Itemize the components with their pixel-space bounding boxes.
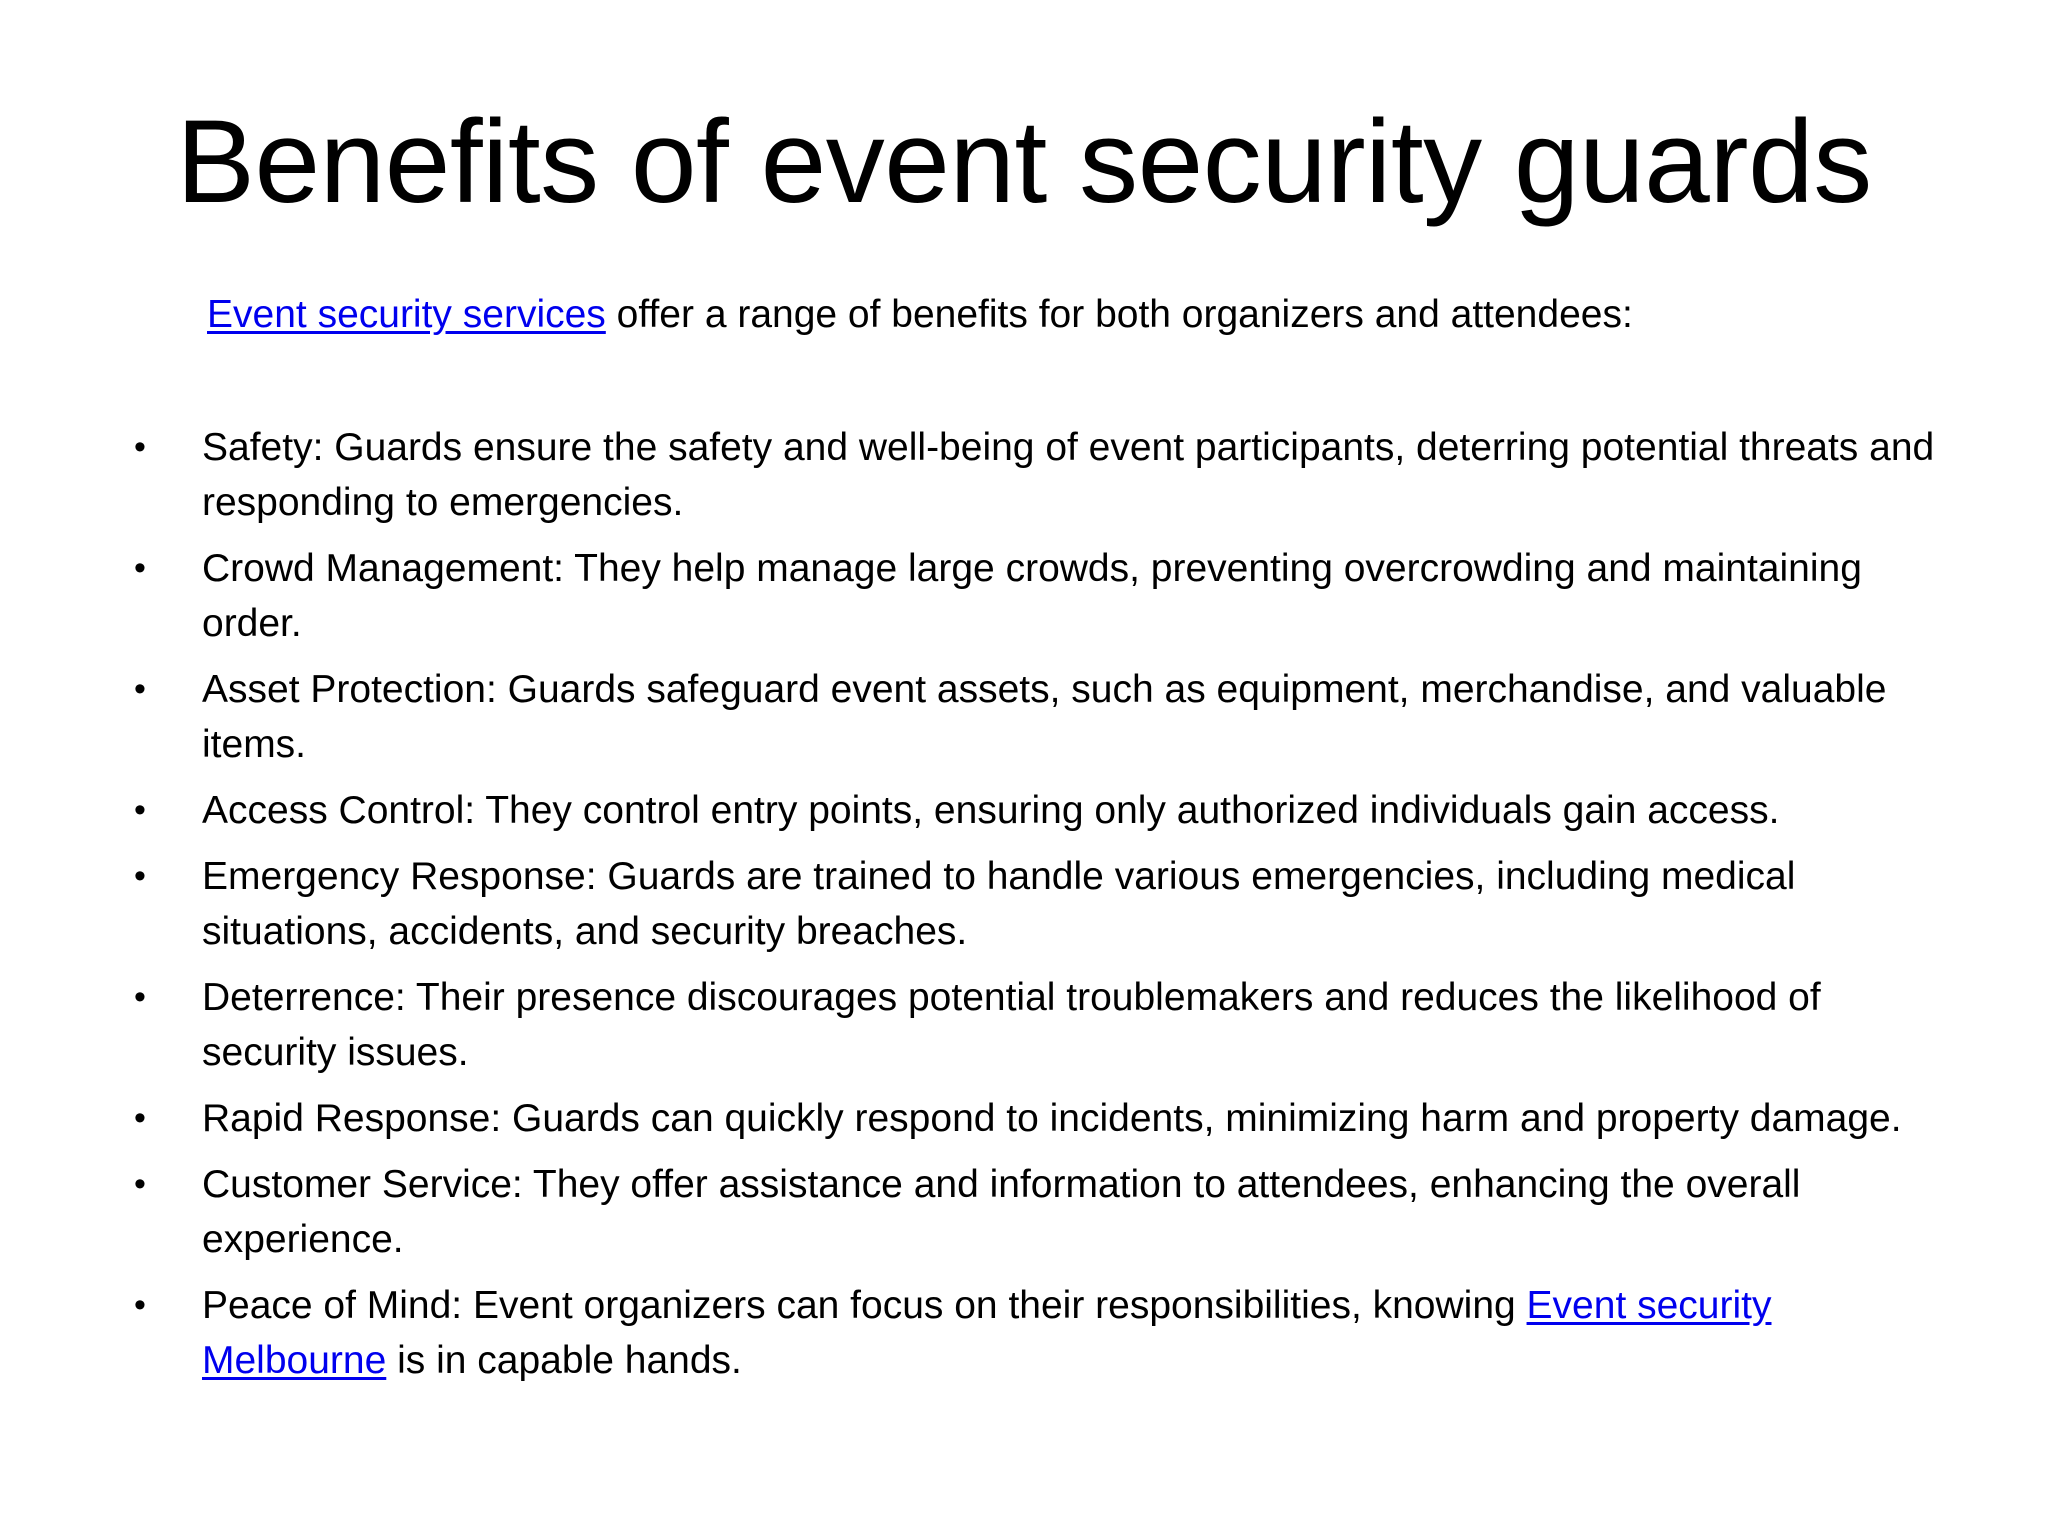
list-item-text: Crowd Management: They help manage large crowds, preventing overcrowding and maintaining order. — [202, 547, 1862, 645]
list-item — [120, 1278, 1950, 1388]
peace-of-mind-suffix: is in capable hands. — [386, 1339, 742, 1382]
list-item — [120, 1157, 1950, 1267]
bullet-icon: • — [134, 428, 146, 466]
list-item-text: Customer Service: They offer assistance and information to attendees, enhancing the overall experience. — [202, 1163, 1801, 1261]
event-security-melbourne-link[interactable]: Event security Melbourne — [202, 1284, 1772, 1382]
intro-text: offer a range of benefits for both organizers and attendees: — [605, 293, 1633, 336]
list-item-text: Safety: Guards ensure the safety and well-being of event participants, deterring potential threats and responding to emergencies. — [202, 426, 1935, 524]
list-item — [120, 420, 1950, 530]
slide-title: Benefits of event security guards — [176, 96, 1872, 228]
list-item-text: Deterrence: Their presence discourages potential troublemakers and reduces the likelihood of security issues. — [202, 976, 1821, 1074]
intro-paragraph — [207, 290, 1633, 340]
list-item-text — [202, 1284, 1771, 1382]
bullet-icon: • — [134, 549, 146, 587]
list-item — [120, 783, 1950, 838]
list-item — [120, 970, 1950, 1080]
bullet-icon: • — [134, 1099, 146, 1137]
bullet-icon: • — [134, 857, 146, 895]
bullet-icon: • — [134, 978, 146, 1016]
list-item — [120, 849, 1950, 959]
list-item — [120, 1091, 1950, 1146]
event-security-services-link[interactable]: Event security services — [207, 293, 606, 336]
list-item-text: Rapid Response: Guards can quickly respond to incidents, minimizing harm and property damage. — [202, 1097, 1902, 1140]
list-item-text: Access Control: They control entry points, ensuring only authorized individuals gain access. — [202, 789, 1780, 832]
bullet-icon: • — [134, 791, 146, 829]
peace-of-mind-prefix: Peace of Mind: Event organizers can focus on their responsibilities, knowing — [202, 1284, 1527, 1327]
list-item — [120, 662, 1950, 772]
list-item-text: Asset Protection: Guards safeguard event assets, such as equipment, merchandise, and valuable items. — [202, 668, 1887, 766]
bullet-icon: • — [134, 670, 146, 708]
bullet-icon: • — [134, 1286, 146, 1324]
list-item — [120, 541, 1950, 651]
benefits-list — [120, 420, 1950, 1399]
list-item-text: Emergency Response: Guards are trained to handle various emergencies, including medical situations, accidents, and security breaches. — [202, 855, 1796, 953]
bullet-icon: • — [134, 1165, 146, 1203]
